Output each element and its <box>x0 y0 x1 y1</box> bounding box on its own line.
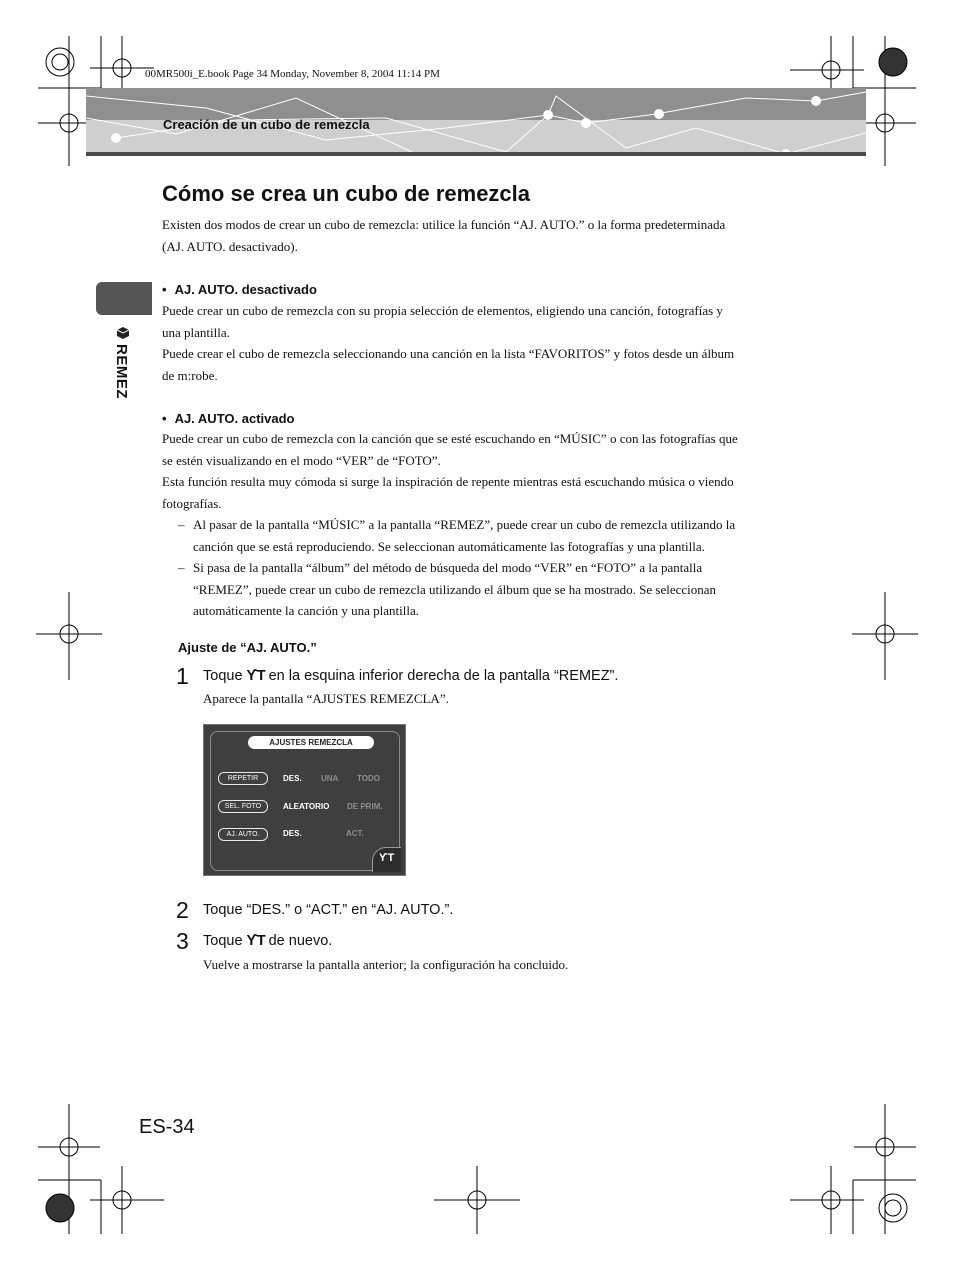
side-tab-marker <box>96 282 152 315</box>
option-todo[interactable]: TODO <box>357 774 380 783</box>
step-note: Aparece la pantalla “AJUSTES REMEZCLA”. <box>203 691 449 706</box>
heading-text: AJ. AUTO. activado <box>174 411 295 426</box>
option-una[interactable]: UNA <box>321 774 339 783</box>
section-on-paragraph <box>162 428 792 514</box>
text-line: de m:robe. <box>162 367 218 383</box>
bullet-heading-on: • AJ. AUTO. activado <box>162 411 295 426</box>
intro-line: Existen dos modos de crear un cubo de remezcla: utilice la función “AJ. AUTO.” o la forma predeterminada <box>162 217 726 232</box>
page-number: ES-34 <box>139 1116 195 1138</box>
dash-marker: – <box>178 517 185 532</box>
option-des[interactable]: DES. <box>283 774 302 783</box>
step-number: 2 <box>176 897 189 923</box>
dash-marker: – <box>178 560 185 575</box>
step-text-pre: Toque <box>203 668 243 684</box>
settings-tool-icon: ϒT <box>379 852 395 864</box>
step-number: 3 <box>176 928 189 954</box>
settings-tool-icon: ϒT <box>246 668 265 684</box>
step-text-pre: Toque <box>203 933 243 949</box>
section-header-title: Creación de un cubo de remezcla <box>163 117 370 132</box>
step-instruction <box>203 933 332 949</box>
screen-title: AJUSTES REMEZCLA <box>248 736 374 749</box>
book-info: 00MR500i_E.book Page 34 Monday, November 8, 2004 11:14 PM <box>145 68 440 80</box>
intro-line: (AJ. AUTO. desactivado). <box>162 238 298 254</box>
option-de-prim[interactable]: DE PRIM. <box>347 802 383 811</box>
heading-text: AJ. AUTO. desactivado <box>174 282 317 297</box>
side-tab-label <box>113 326 133 416</box>
text-line: Puede crear el cubo de remezcla seleccionando una canción en la lista “FAVORITOS” y fotos desde un álbum <box>162 346 735 361</box>
aj-auto-button[interactable]: AJ. AUTO. <box>218 828 268 841</box>
text-line: Puede crear un cubo de remezcla con su propia selección de elementos, eligiendo una canción, fotografías y <box>162 303 723 318</box>
option-aleatorio[interactable]: ALEATORIO <box>283 802 330 811</box>
repetir-button[interactable]: REPETIR <box>218 772 268 785</box>
settings-corner-button[interactable] <box>372 847 401 872</box>
dash-list-item <box>178 557 792 622</box>
text-line: fotografías. <box>162 495 222 511</box>
step-instruction: Toque “DES.” o “ACT.” en “AJ. AUTO.”. <box>203 902 454 918</box>
dash-item-line: canción que se está reproduciendo. Se seleccionan automáticamente las fotografías y una plantilla. <box>193 538 705 554</box>
bullet-heading-off: • AJ. AUTO. desactivado <box>162 282 317 297</box>
header-rule <box>86 152 866 156</box>
option-des[interactable]: DES. <box>283 829 302 838</box>
text-line: una plantilla. <box>162 324 230 340</box>
screen-frame <box>210 731 400 871</box>
dash-list-item <box>178 514 792 557</box>
page-title: Cómo se crea un cubo de remezcla <box>162 181 531 206</box>
text-line: Esta función resulta muy cómoda si surge la inspiración de repente mientras está escuchando música o viendo <box>162 474 734 489</box>
step-instruction <box>203 668 618 684</box>
sel-foto-button[interactable]: SEL. FOTO <box>218 800 268 813</box>
step-note: Vuelve a mostrarse la pantalla anterior; la configuración ha concluido. <box>203 957 569 972</box>
side-tab-text: REMEZ <box>113 344 130 399</box>
dash-item-line: Si pasa de la pantalla “álbum” del método de búsqueda del modo “VER” en “FOTO” a la pantalla <box>193 560 703 575</box>
text-line: se estén visualizando en el modo “VER” de “FOTO”. <box>162 452 441 468</box>
step-text-post: en la esquina inferior derecha de la pantalla “REMEZ”. <box>268 668 619 684</box>
intro-paragraph <box>162 214 792 257</box>
option-act[interactable]: ACT. <box>346 829 364 838</box>
remix-cube-icon <box>116 326 130 340</box>
text-line: Puede crear un cubo de remezcla con la canción que se esté escuchando en “MÚSIC” o con las fotografías que <box>162 431 738 446</box>
dash-item-line: “REMEZ”, puede crear un cubo de remezcla utilizando el álbum que se ha mostrado. Se seleccionan <box>193 581 717 597</box>
ajustes-remezcla-screen <box>203 724 406 876</box>
procedure-subheading: Ajuste de “AJ. AUTO.” <box>178 640 317 655</box>
step-text-post: de nuevo. <box>268 933 333 949</box>
section-off-paragraph <box>162 300 792 386</box>
step-number: 1 <box>176 663 189 689</box>
dash-item-line: Al pasar de la pantalla “MÚSIC” a la pantalla “REMEZ”, puede crear un cubo de remezcla utilizando la <box>193 517 736 532</box>
dash-item-line: automáticamente la canción y una plantilla. <box>193 603 419 618</box>
settings-tool-icon: ϒT <box>246 933 265 949</box>
